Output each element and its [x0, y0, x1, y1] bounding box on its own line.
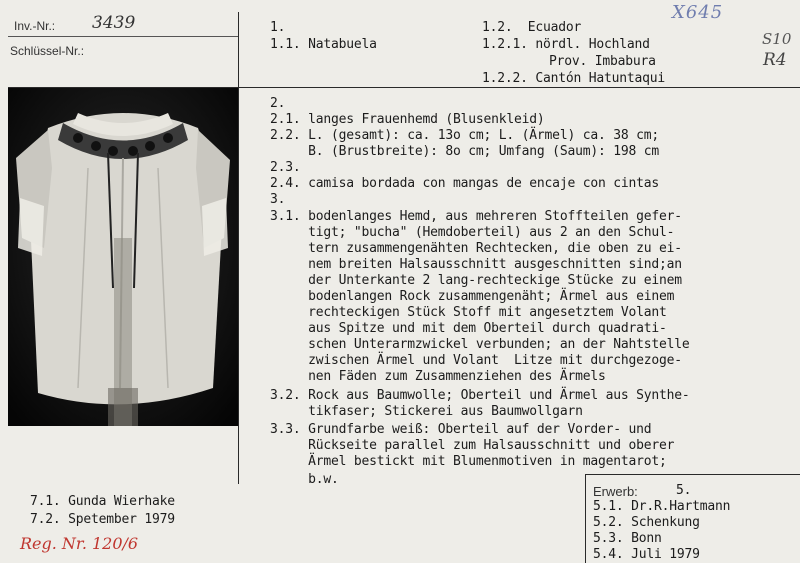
field-5-1: 5.1. Dr.R.Hartmann — [593, 499, 731, 514]
field-1-1: 1.1. Natabuela — [270, 37, 377, 52]
field-2-2: 2.2. L. (gesamt): ca. 13o cm; L. (Ärmel) ca. 38 cm; — [270, 128, 659, 143]
vertical-divider — [238, 12, 239, 484]
field-5-3: 5.3. Bonn — [593, 531, 662, 546]
field-7-1: 7.1. Gunda Wierhake — [30, 494, 175, 509]
field-1: 1. — [270, 20, 286, 35]
inv-label: Inv.-Nr.: — [14, 19, 56, 33]
field-3-3-l3: Ärmel bestickt mit Blumenmotiven in magentarot; — [270, 454, 667, 469]
erwerb-label: Erwerb: — [593, 484, 638, 499]
field-3-1-l11: nen Fäden zum Zusammenziehen des Ärmels — [270, 369, 606, 384]
field-2: 2. — [270, 96, 286, 111]
field-3-3-l2: Rückseite parallel zum Halsausschnitt und oberer — [270, 438, 675, 453]
field-3-1-l5: der Unterkante 2 lang-rechteckige Stücke zu einem — [270, 273, 682, 288]
field-3-3-l4: b.w. — [270, 472, 339, 487]
field-3-1-l3: tern zusammengenähten Rechtecken, die oben zu ei- — [270, 241, 682, 256]
field-3-2: 3.2. Rock aus Baumwolle; Oberteil und Ärmel aus Synthe- — [270, 388, 690, 403]
field-2-2-b: B. (Brustbreite): 8o cm; Umfang (Saum): 198 cm — [270, 144, 659, 159]
field-3-1-l9: schen Unterarmzwickel verbunden; an der Nahtstelle — [270, 337, 690, 352]
field-1-2-1: 1.2.1. nördl. Hochland — [482, 37, 650, 52]
erwerb-box-left — [585, 474, 586, 563]
key-label: Schlüssel-Nr.: — [10, 44, 85, 58]
field-3: 3. — [270, 192, 286, 207]
field-3-1-l8: aus Spitze und mit dem Oberteil durch quadrati- — [270, 321, 667, 336]
field-2-1: 2.1. langes Frauenhemd (Blusenkleid) — [270, 112, 545, 127]
erwerb-value: 5. — [676, 483, 692, 498]
field-7-2: 7.2. Spetember 1979 — [30, 512, 175, 527]
field-1-2-1-b: Prov. Imbabura — [549, 54, 656, 69]
erwerb-box-top — [585, 474, 800, 475]
field-1-2: 1.2. Ecuador — [482, 20, 582, 35]
field-3-1: 3.1. bodenlanges Hemd, aus mehreren Stoffteilen gefer- — [270, 209, 682, 224]
register-number: Reg. Nr. 120/6 — [20, 534, 139, 553]
field-5-4: 5.4. Juli 1979 — [593, 547, 700, 562]
mark-s10: S10 — [762, 30, 792, 48]
field-3-1-l4: nem breiten Halsausschnitt ausgeschnitten sind;an — [270, 257, 682, 272]
field-2-3: 2.3. — [270, 160, 301, 175]
garment-photo — [8, 88, 238, 426]
field-5-2: 5.2. Schenkung — [593, 515, 700, 530]
field-1-2-2: 1.2.2. Cantón Hatuntaqui — [482, 71, 666, 86]
field-3-1-l10: zwischen Ärmel und Volant Litze mit durchgezoge- — [270, 353, 682, 368]
field-3-1-l7: rechteckigen Stück Stoff mit angesetztem Volant — [270, 305, 667, 320]
garment-illustration — [8, 88, 238, 426]
field-3-2-l2: tikfaser; Stickerei aus Baumwollgarn — [270, 404, 583, 419]
inv-underline — [8, 36, 238, 37]
inv-number: 3439 — [92, 13, 136, 33]
field-2-4: 2.4. camisa bordada con mangas de encaje con cintas — [270, 176, 659, 191]
stamp-x645: X645 — [672, 2, 724, 23]
field-3-1-l2: tigt; "bucha" (Hemdoberteil) aus 2 an den Schul- — [270, 225, 675, 240]
field-3-1-l6: bodenlangen Rock zusammengenäht; Ärmel aus einem — [270, 289, 675, 304]
field-3-3: 3.3. Grundfarbe weiß: Oberteil auf der Vorder- und — [270, 422, 652, 437]
mark-r4: R4 — [763, 50, 787, 70]
